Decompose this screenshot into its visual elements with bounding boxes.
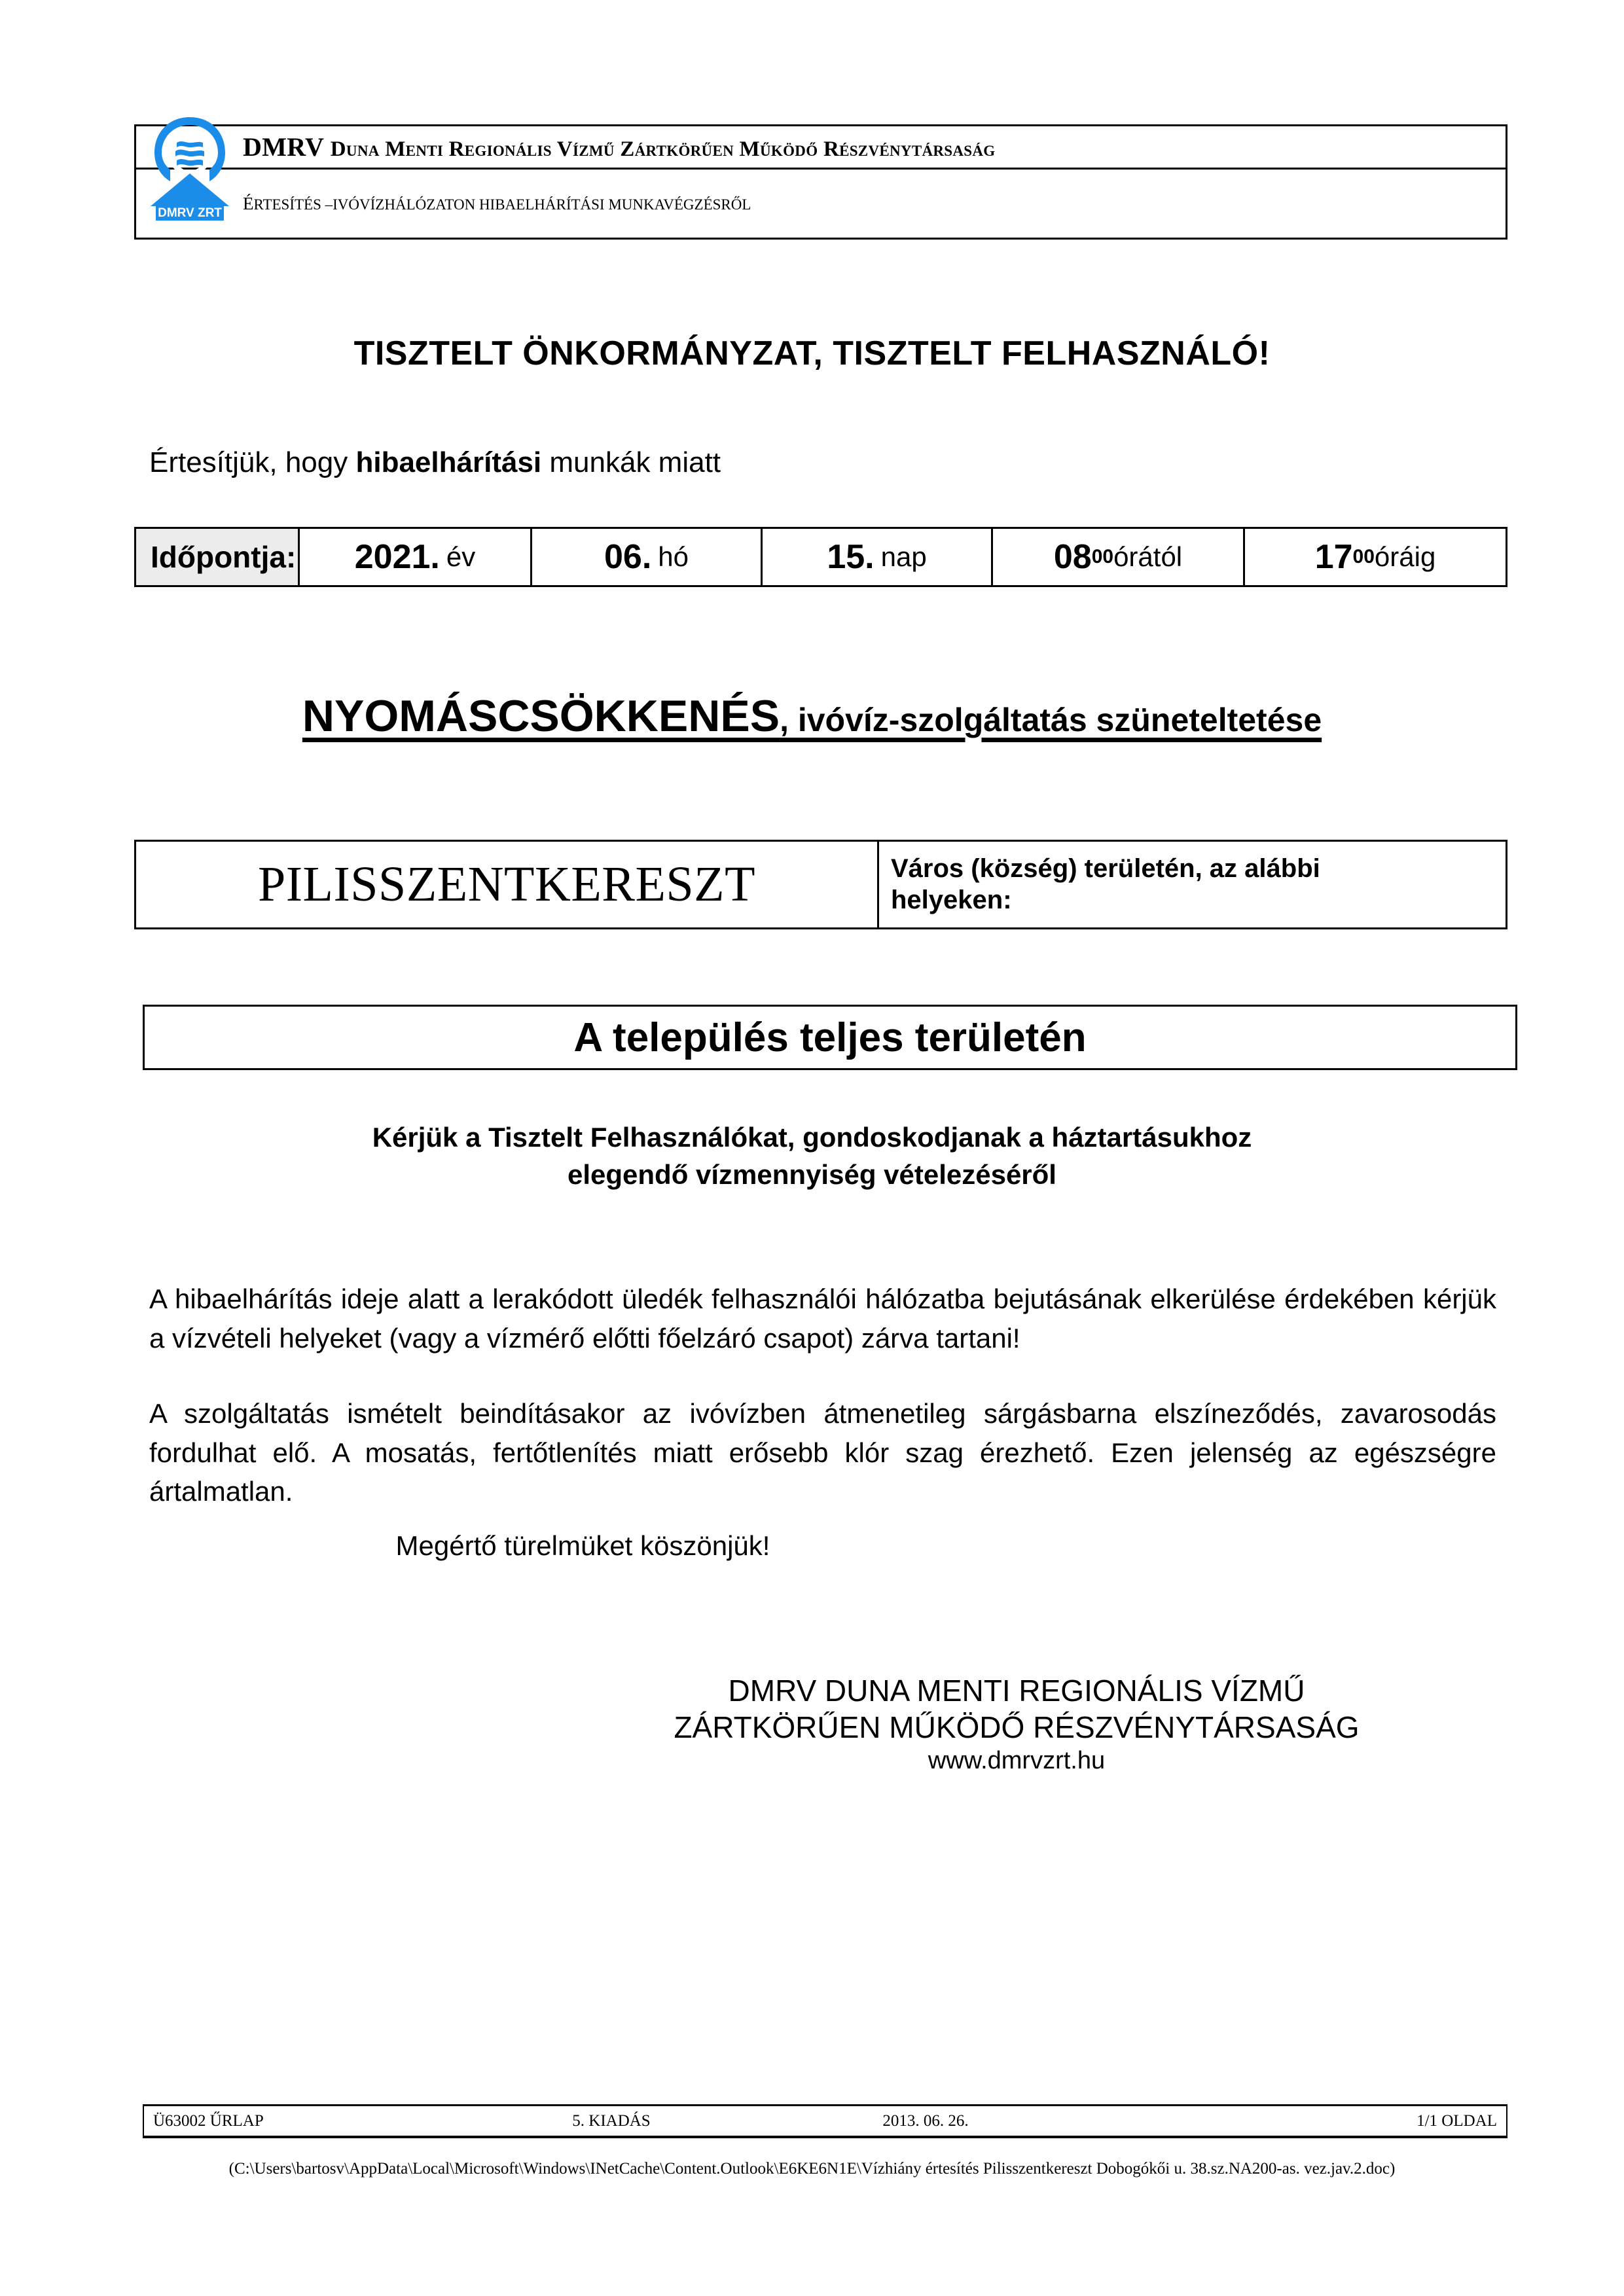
company-name <box>238 132 995 162</box>
document-subject-rest: RTESÍTÉS –IVÓVÍZHÁLÓZATON HIBAELHÁRÍTÁSI MUNKAVÉGZÉSRŐL <box>253 196 751 213</box>
header-subject-row <box>136 170 1506 238</box>
document-subject-prefix: É <box>243 193 254 213</box>
schedule-month-value: 06. <box>604 538 652 576</box>
settlement-note-line2: helyeken: <box>891 885 1012 914</box>
settlement-box <box>134 840 1507 929</box>
schedule-day-value: 15. <box>827 538 875 576</box>
settlement-note-line1: Város (község) területén, az alábbi <box>891 854 1320 884</box>
intro-line <box>149 446 721 479</box>
schedule-label: Időpontja: <box>151 540 297 574</box>
body-paragraph-2: A szolgáltatás ismételt beindításakor az ivóvízben átmenetileg sárgásbarna elszíneződés, zavarosodás fordulhat elő. A mosatás, fertőtlenítés miatt erősebb klór szag érezhető. Ezen jelenség az egészségre ártalmatlan. <box>149 1398 1496 1507</box>
schedule-end-value: 17 <box>1314 538 1353 576</box>
document-footer <box>143 2104 1507 2138</box>
footer-page-number: 1/1 OLDAL <box>1416 2111 1497 2130</box>
schedule-table <box>134 527 1507 587</box>
signature-block <box>0 1672 1624 1776</box>
salutation-heading: TISZTELT ÖNKORMÁNYZAT, TISZTELT FELHASZNÁLÓ! <box>353 334 1271 372</box>
intro-after: munkák miatt <box>541 446 721 478</box>
schedule-label-cell <box>136 529 300 585</box>
footer-form-number: Ü63002 ŰRLAP <box>153 2111 264 2130</box>
request-note-line2: elegendő vízmennyiség vételezéséről <box>568 1158 1056 1190</box>
settlement-name: PILISSZENTKERESZT <box>136 842 879 927</box>
source-file-path: (C:\Users\bartosv\AppData\Local\Microsoft\Windows\INetCache\Content.Outlook\E6KE6N1E\Vízhiány értesítés Pilisszentkereszt Dobogókői u. 38.sz.NA200-as. vez.jav.2.doc) <box>228 2160 1396 2178</box>
intro-before: Értesítjük, hogy <box>149 446 356 478</box>
affected-area-box <box>143 1005 1517 1070</box>
document-subject <box>238 194 751 214</box>
company-name-rest: Duna Menti Regionális Vízmű Zártkörűen Működő Részvénytársaság <box>330 137 996 161</box>
schedule-year-unit: év <box>446 541 476 572</box>
body-paragraph-1: A hibaelhárítás ideje alatt a lerakódott üledék felhasználói hálózatba bejutásának elkerülése érdekében kérjük a vízvételi helyeket (vagy a vízmérő előtti főelzáró csapot) zárva tartani! <box>149 1283 1496 1354</box>
schedule-day-cell <box>763 529 993 585</box>
schedule-year-value: 2021. <box>354 538 440 576</box>
banner-main-text: NYOMÁSCSÖKKENÉS <box>302 691 780 741</box>
intro-bold: hibaelhárítási <box>355 446 542 478</box>
letterhead-header <box>134 124 1507 240</box>
signature-line1: DMRV DUNA MENTI REGIONÁLIS VÍZMŰ <box>728 1674 1305 1708</box>
company-name-prefix: DMRV <box>243 132 331 162</box>
logo-text: DMRV ZRT <box>158 206 222 220</box>
schedule-year-cell <box>300 529 532 585</box>
settlement-note <box>879 842 1506 927</box>
dmrv-logo-icon <box>148 113 232 221</box>
schedule-start-unit: órától <box>1113 541 1183 572</box>
signature-website[interactable]: www.dmrvzrt.hu <box>928 1747 1106 1775</box>
thanks-line: Megértő türelmüket köszönjük! <box>395 1530 770 1561</box>
schedule-month-cell <box>532 529 763 585</box>
request-note <box>0 1119 1624 1193</box>
footer-date: 2013. 06. 26. <box>882 2111 969 2130</box>
schedule-end-unit: óráig <box>1374 541 1436 572</box>
schedule-start-value: 08 <box>1053 538 1092 576</box>
pressure-drop-banner <box>0 691 1624 742</box>
signature-line2: ZÁRTKÖRŰEN MŰKÖDŐ RÉSZVÉNYTÁRSASÁG <box>674 1710 1360 1745</box>
schedule-month-unit: hó <box>658 541 689 572</box>
schedule-day-unit: nap <box>880 541 927 572</box>
schedule-start-cell: 08 00 órától <box>993 529 1245 585</box>
request-note-line1: Kérjük a Tisztelt Felhasználókat, gondoskodjanak a háztartásukhoz <box>372 1122 1252 1153</box>
affected-area-text: A település teljes területén <box>573 1014 1087 1060</box>
banner-sub-text: , ivóvíz-szolgáltatás szüneteltetése <box>780 702 1322 738</box>
schedule-end-cell: 17 00 óráig <box>1314 538 1436 576</box>
footer-edition: 5. KIADÁS <box>572 2111 651 2130</box>
